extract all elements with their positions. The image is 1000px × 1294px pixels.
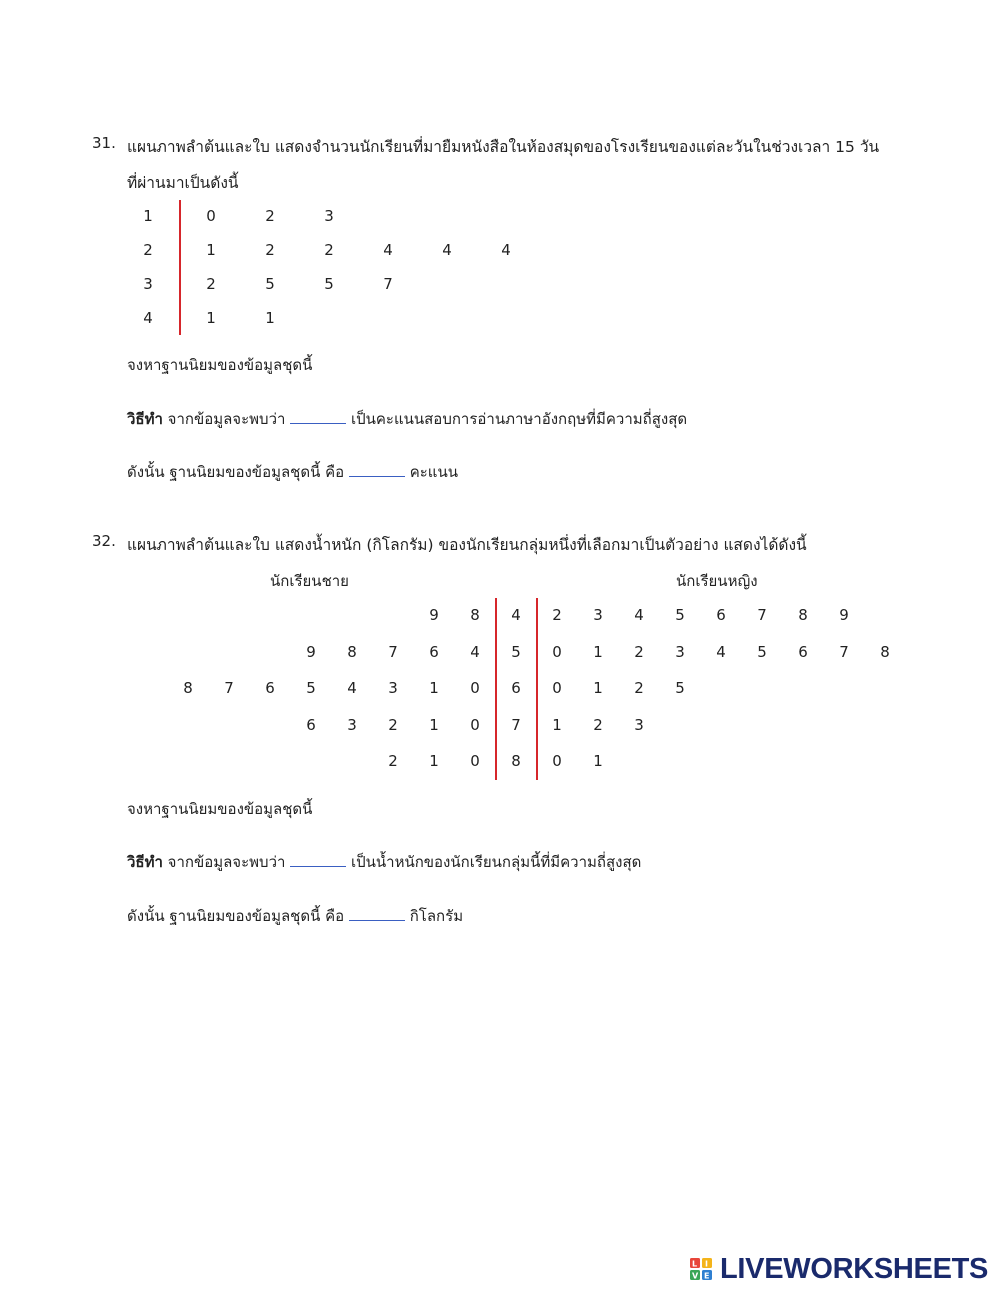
q32-male-leaf: 0 xyxy=(470,716,480,734)
q32-male-leaf: 3 xyxy=(388,679,398,697)
q32-male-leaf: 8 xyxy=(183,679,193,697)
q32-prompt: จงหาฐานนิยมของข้อมูลชุดนี้ xyxy=(127,800,313,818)
q32-male-leaf: 4 xyxy=(470,643,480,661)
q32-male-leaf: 5 xyxy=(306,679,316,697)
q31-leaf: 5 xyxy=(324,275,334,293)
q32-stem: 6 xyxy=(511,679,521,697)
q31-stem: 3 xyxy=(143,275,153,293)
q32-female-leaf: 7 xyxy=(757,606,767,624)
q32-left-divider-line xyxy=(495,598,497,780)
svg-text:I: I xyxy=(705,1259,708,1269)
q31-leaf: 3 xyxy=(324,207,334,225)
q31-leaf: 1 xyxy=(206,309,216,327)
q31-leaf: 2 xyxy=(265,241,275,259)
q31-number: 31. xyxy=(92,134,116,152)
q32-female-leaf: 6 xyxy=(798,643,808,661)
q32-answer-pre: ดังนั้น ฐานนิยมของข้อมูลชุดนี้ คือ xyxy=(127,907,345,925)
q32-male-leaf: 1 xyxy=(429,716,439,734)
q32-male-leaf: 0 xyxy=(470,679,480,697)
q32-male-leaf: 0 xyxy=(470,752,480,770)
q32-blank-mode-input[interactable] xyxy=(290,852,346,867)
q32-male-leaf: 8 xyxy=(347,643,357,661)
q32-text: แผนภาพลำต้นและใบ แสดงน้ำหนัก (กิโลกรัม) ของนักเรียนกลุ่มหนึ่งที่เลือกมาเป็นตัวอย่าง แสดงได้ดังนี้ xyxy=(127,536,807,554)
q31-leaf: 1 xyxy=(265,309,275,327)
q31-leaf: 4 xyxy=(383,241,393,259)
q32-female-leaf: 5 xyxy=(757,643,767,661)
q31-leaf: 5 xyxy=(265,275,275,293)
q31-method-post: เป็นคะแนนสอบการอ่านภาษาอังกฤษที่มีความถี่สูงสุด xyxy=(350,410,688,428)
liveworksheets-brand-text: LIVEWORKSHEETS xyxy=(720,1253,989,1285)
q31-text-line1: แผนภาพลำต้นและใบ แสดงจำนวนนักเรียนที่มายืมหนังสือในห้องสมุดของโรงเรียนของแต่ละวันในช่วงเวลา 15 วัน xyxy=(127,138,880,156)
q31-answer-post: คะแนน xyxy=(409,463,458,481)
svg-text:E: E xyxy=(704,1271,710,1281)
q31-method-label: วิธีทำ xyxy=(127,410,163,428)
q32-method-pre: จากข้อมูลจะพบว่า xyxy=(167,853,286,871)
q32-male-leaf: 6 xyxy=(306,716,316,734)
q32-female-leaf: 1 xyxy=(593,679,603,697)
q32-male-leaf: 1 xyxy=(429,679,439,697)
q32-male-leaf: 2 xyxy=(388,752,398,770)
q31-answer-line xyxy=(127,460,458,484)
q31-leaf: 2 xyxy=(206,275,216,293)
q32-right-divider-line xyxy=(536,598,538,780)
q32-female-leaf: 4 xyxy=(716,643,726,661)
q31-leaf: 4 xyxy=(442,241,452,259)
q32-female-leaf: 1 xyxy=(552,716,562,734)
q32-male-leaf: 6 xyxy=(429,643,439,661)
q32-female-leaf: 3 xyxy=(634,716,644,734)
q32-male-leaf: 2 xyxy=(388,716,398,734)
q31-answer-pre: ดังนั้น ฐานนิยมของข้อมูลชุดนี้ คือ xyxy=(127,463,345,481)
q32-female-leaf: 8 xyxy=(880,643,890,661)
q32-male-leaf: 9 xyxy=(306,643,316,661)
q32-female-leaf: 7 xyxy=(839,643,849,661)
q32-female-leaf: 3 xyxy=(675,643,685,661)
q32-male-leaf: 7 xyxy=(224,679,234,697)
liveworksheets-logo-icon xyxy=(690,1258,712,1282)
q32-method-post: เป็นน้ำหนักของนักเรียนกลุ่มนี้ที่มีความถี่สูงสุด xyxy=(350,853,642,871)
q32-blank-answer-input[interactable] xyxy=(349,906,405,921)
q31-stem: 1 xyxy=(143,207,153,225)
q32-right-label: นักเรียนหญิง xyxy=(676,572,758,590)
q32-female-leaf: 8 xyxy=(798,606,808,624)
q32-female-leaf: 5 xyxy=(675,606,685,624)
svg-text:V: V xyxy=(692,1271,699,1281)
q32-male-leaf: 6 xyxy=(265,679,275,697)
q32-stem: 8 xyxy=(511,752,521,770)
q32-female-leaf: 2 xyxy=(552,606,562,624)
q32-male-leaf: 9 xyxy=(429,606,439,624)
q32-stem: 4 xyxy=(511,606,521,624)
q32-female-leaf: 0 xyxy=(552,679,562,697)
q31-leaf: 1 xyxy=(206,241,216,259)
q32-female-leaf: 1 xyxy=(593,643,603,661)
q32-male-leaf: 1 xyxy=(429,752,439,770)
q31-stem: 4 xyxy=(143,309,153,327)
q32-left-label: นักเรียนชาย xyxy=(270,572,349,590)
q31-blank-answer-input[interactable] xyxy=(349,462,405,477)
q31-method-line xyxy=(127,407,687,431)
q31-divider-line xyxy=(179,200,181,335)
q31-leaf: 2 xyxy=(265,207,275,225)
q32-stem: 7 xyxy=(511,716,521,734)
q31-text-line2: ที่ผ่านมาเป็นดังนี้ xyxy=(127,174,239,192)
q32-method-line xyxy=(127,850,641,874)
q32-female-leaf: 2 xyxy=(634,679,644,697)
q32-male-leaf: 3 xyxy=(347,716,357,734)
q32-female-leaf: 4 xyxy=(634,606,644,624)
q31-method-pre: จากข้อมูลจะพบว่า xyxy=(167,410,286,428)
liveworksheets-logo[interactable] xyxy=(690,1252,990,1286)
q32-answer-line xyxy=(127,904,463,928)
q31-leaf: 0 xyxy=(206,207,216,225)
q32-method-label: วิธีทำ xyxy=(127,853,163,871)
q32-female-leaf: 2 xyxy=(634,643,644,661)
q32-number: 32. xyxy=(92,532,116,550)
q31-leaf: 2 xyxy=(324,241,334,259)
q31-stem: 2 xyxy=(143,241,153,259)
svg-text:L: L xyxy=(692,1259,698,1269)
q32-male-leaf: 8 xyxy=(470,606,480,624)
q32-male-leaf: 4 xyxy=(347,679,357,697)
q32-female-leaf: 6 xyxy=(716,606,726,624)
q32-female-leaf: 0 xyxy=(552,752,562,770)
q31-prompt: จงหาฐานนิยมของข้อมูลชุดนี้ xyxy=(127,356,313,374)
q32-female-leaf: 1 xyxy=(593,752,603,770)
q32-female-leaf: 9 xyxy=(839,606,849,624)
q32-answer-post: กิโลกรัม xyxy=(409,907,464,925)
q32-female-leaf: 0 xyxy=(552,643,562,661)
q32-female-leaf: 3 xyxy=(593,606,603,624)
q31-blank-mode-input[interactable] xyxy=(290,409,346,424)
q32-male-leaf: 7 xyxy=(388,643,398,661)
q32-stem: 5 xyxy=(511,643,521,661)
q31-leaf: 4 xyxy=(501,241,511,259)
q32-female-leaf: 5 xyxy=(675,679,685,697)
q32-female-leaf: 2 xyxy=(593,716,603,734)
q31-leaf: 7 xyxy=(383,275,393,293)
